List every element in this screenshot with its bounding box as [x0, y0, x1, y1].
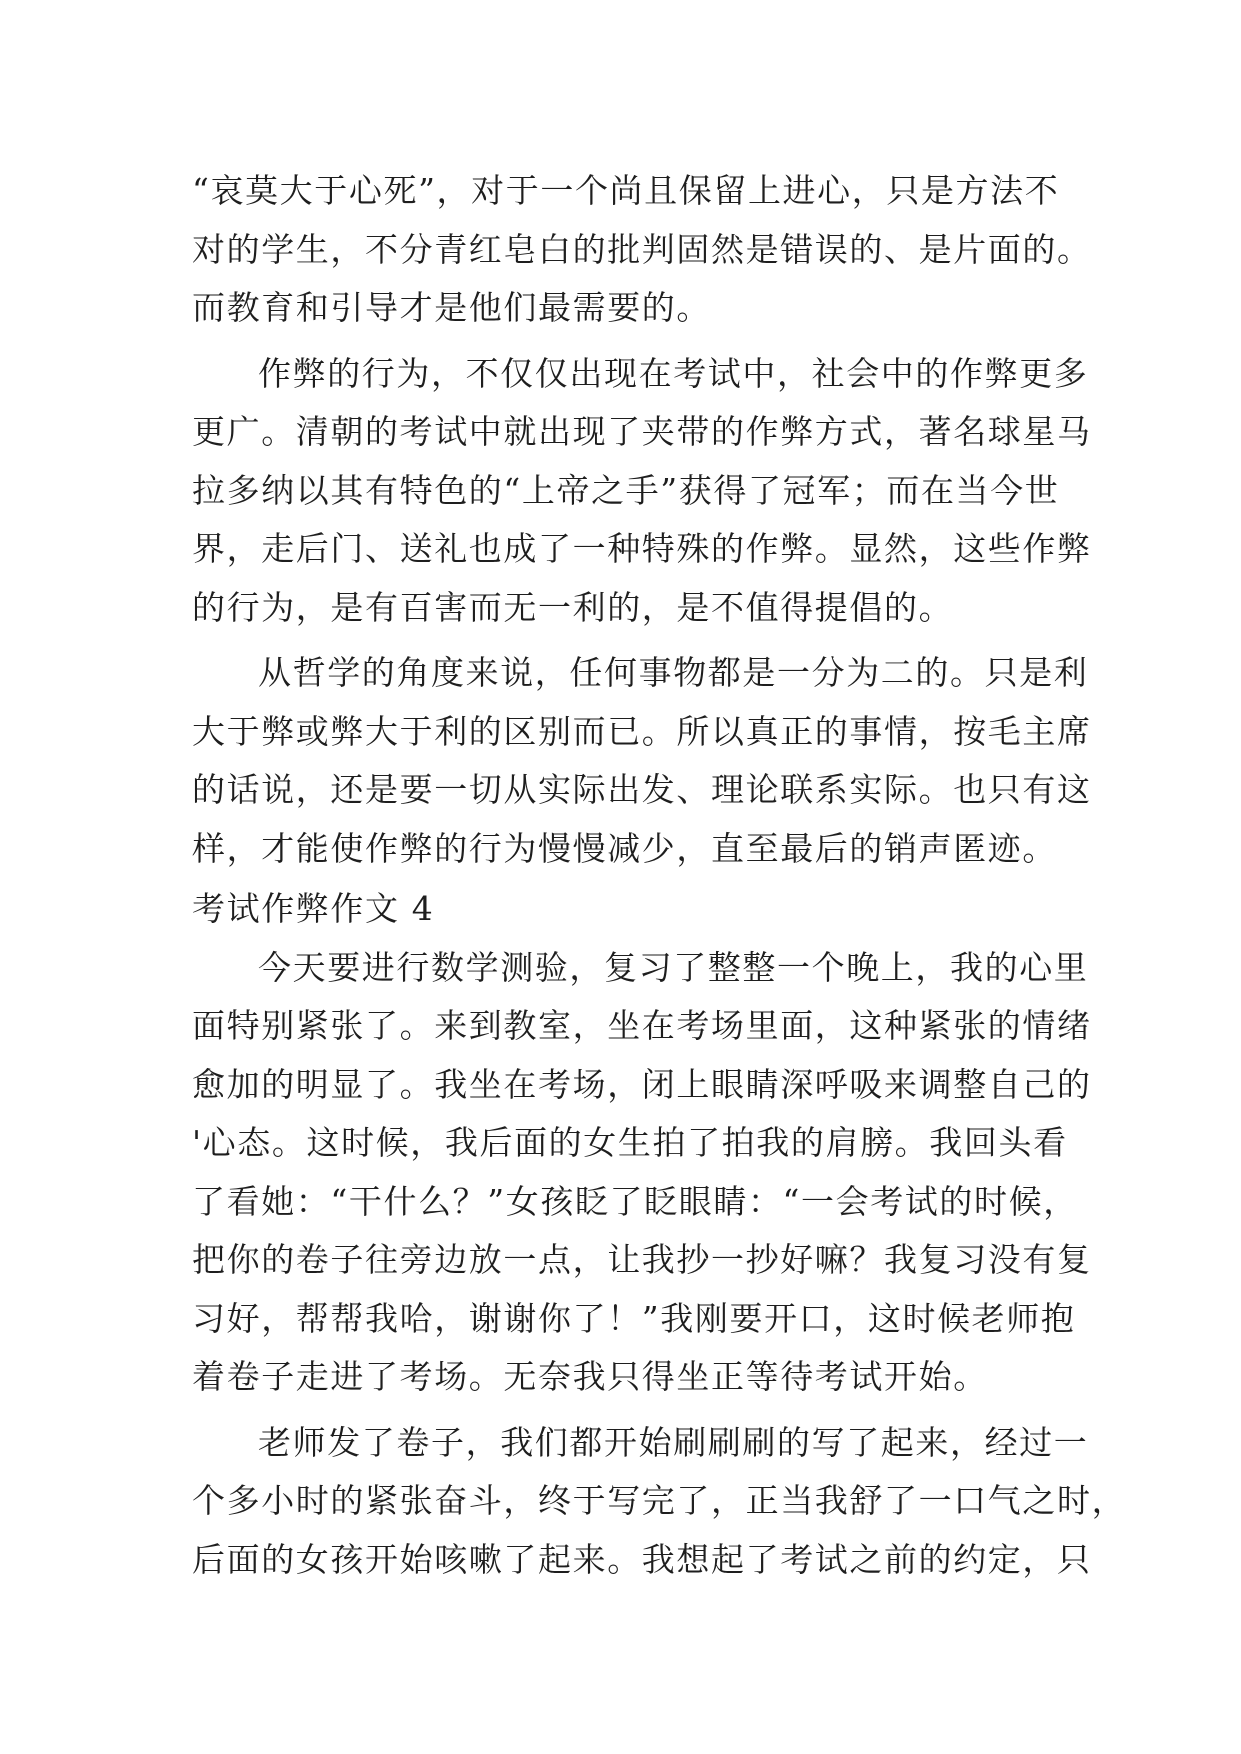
text-line: 从哲学的角度来说，任何事物都是一分为二的。只是利	[258, 653, 1089, 692]
text-line: 面特别紧张了。来到教室，坐在考场里面，这种紧张的情绪	[192, 1006, 1092, 1045]
text-line: 拉多纳以其有特色的“上帝之手”获得了冠军；而在当今世	[192, 470, 1060, 510]
paragraph-2	[192, 345, 1092, 638]
text-line: 作弊的行为，不仅仅出现在考试中，社会中的作弊更多	[258, 353, 1089, 393]
text-line: “哀莫大于心死”，对于一个尚且保留上进心，只是方法不	[192, 171, 1060, 210]
essay-body	[192, 162, 1127, 1589]
text-line: 今天要进行数学测验，复习了整整一个晚上，我的心里	[258, 947, 1089, 987]
text-line: 后面的女孩开始咳嗽了起来。我想起了考试之前的约定，只	[192, 1539, 1092, 1579]
text-line: 了看她：“干什么？”女孩眨了眨眼睛：“一会考试的时候，	[192, 1181, 1078, 1221]
paragraph-3	[192, 644, 1092, 878]
text-line: 老师发了卷子，我们都开始刷刷刷的写了起来，经过一	[258, 1422, 1089, 1462]
text-line: 愈加的明显了。我坐在考场，闭上眼睛深呼吸来调整自己的	[192, 1064, 1092, 1104]
text-line: 大于弊或弊大于利的区别而已。所以真正的事情，按毛主席	[192, 711, 1092, 751]
text-line: 而教育和引导才是他们最需要的。	[192, 288, 711, 327]
text-line: 个多小时的紧张奋斗，终于写完了，正当我舒了一口气之时，	[192, 1481, 1127, 1520]
text-line: 着卷子走进了考场。无奈我只得坐正等待考试开始。	[192, 1357, 988, 1396]
text-line: 把你的卷子往旁边放一点，让我抄一抄好嘛？我复习没有复	[192, 1240, 1092, 1279]
paragraph-5	[192, 1414, 1127, 1590]
text-line: '心态。这时候，我后面的女生拍了拍我的肩膀。我回头看	[192, 1123, 1068, 1162]
section-heading: 考试作弊作文 4	[192, 889, 435, 928]
text-line: 的行为，是有百害而无一利的，是不值得提倡的。	[192, 587, 954, 627]
text-line: 样，才能使作弊的行为慢慢减少，直至最后的销声匿迹。	[192, 828, 1057, 868]
text-line: 更广。清朝的考试中就出现了夹带的作弊方式，著名球星马	[192, 412, 1092, 451]
text-line: 界，走后门、送礼也成了一种特殊的作弊。显然，这些作弊	[192, 529, 1092, 568]
paragraph-1	[192, 162, 1092, 338]
paragraph-4	[192, 939, 1092, 1407]
text-line: 习好，帮帮我哈，谢谢你了！”我刚要开口，这时候老师抱	[192, 1298, 1076, 1338]
text-line: 的话说，还是要一切从实际出发、理论联系实际。也只有这	[192, 770, 1092, 809]
text-line: 对的学生，不分青红皂白的批判固然是错误的、是片面的。	[192, 229, 1092, 269]
